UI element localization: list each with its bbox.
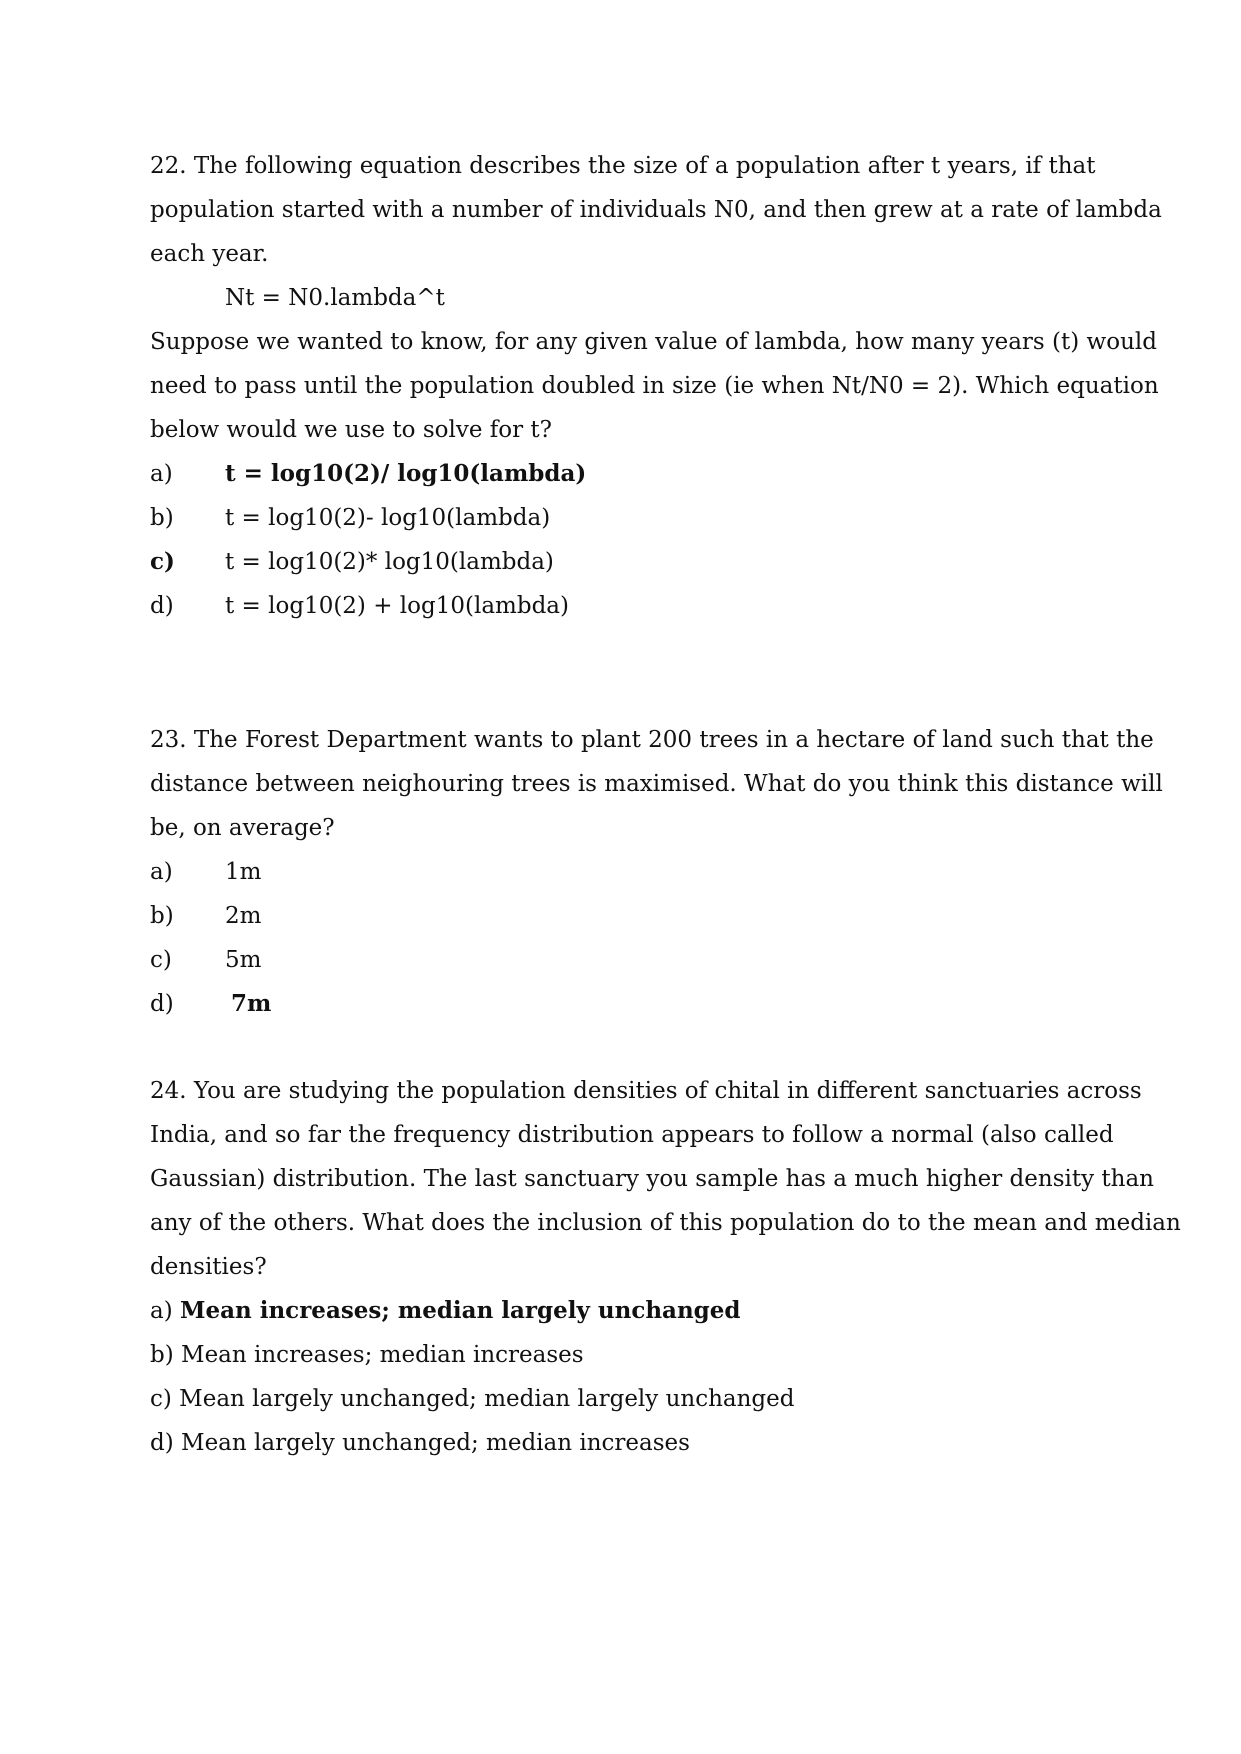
- question-24: [150, 1069, 1181, 1465]
- option-text: Mean largely unchanged; median largely unchanged: [179, 1386, 795, 1412]
- question-text-line: 23. The Forest Department wants to plant 200 trees in a hectare of land such that the: [150, 727, 1154, 753]
- option-letter: a): [150, 1298, 173, 1324]
- question-text-line: any of the others. What does the inclusion of this population do to the mean and median: [150, 1210, 1181, 1236]
- option-letter: c): [150, 1386, 172, 1412]
- answer-option-d: [150, 584, 1110, 628]
- question-text-line: population started with a number of individuals N0, and then grew at a rate of lambda: [150, 197, 1162, 223]
- answer-option-a: [150, 452, 1110, 496]
- option-letter: b): [150, 1342, 174, 1368]
- option-letter: a): [150, 859, 173, 885]
- question-text-line: India, and so far the frequency distribution appears to follow a normal (also called: [150, 1122, 1114, 1148]
- option-letter: a): [150, 461, 173, 487]
- option-text: Mean increases; median increases: [181, 1342, 584, 1368]
- answer-option-c: [150, 540, 1110, 584]
- option-text: t = log10(2)* log10(lambda): [225, 549, 554, 575]
- answer-option-d: [150, 982, 1110, 1026]
- option-text: t = log10(2)- log10(lambda): [225, 505, 551, 531]
- option-text: 1m: [225, 859, 262, 885]
- option-text: 7m: [231, 990, 272, 1017]
- option-letter: d): [150, 593, 174, 619]
- option-text: t = log10(2) + log10(lambda): [225, 593, 569, 619]
- question-text-line: densities?: [150, 1254, 267, 1280]
- option-text: t = log10(2)/ log10(lambda): [225, 460, 587, 487]
- option-text: 5m: [225, 947, 262, 973]
- answer-option-b: [150, 1333, 1110, 1377]
- question-text-line: 24. You are studying the population densities of chital in different sanctuaries across: [150, 1078, 1142, 1104]
- question-23: [150, 718, 1163, 1026]
- option-letter: c): [150, 947, 172, 973]
- question-text-line: Gaussian) distribution. The last sanctuary you sample has a much higher density than: [150, 1166, 1154, 1192]
- option-letter: d): [150, 991, 174, 1017]
- option-text: Mean increases; median largely unchanged: [180, 1297, 741, 1324]
- question-22: [150, 144, 1162, 628]
- option-letter: d): [150, 1430, 174, 1456]
- question-text-line: below would we use to solve for t?: [150, 417, 552, 443]
- question-text-line: Suppose we wanted to know, for any given value of lambda, how many years (t) would: [150, 329, 1157, 355]
- question-text-line: distance between neighouring trees is maximised. What do you think this distance will: [150, 771, 1163, 797]
- answer-option-b: [150, 496, 1110, 540]
- question-text-line: need to pass until the population doubled in size (ie when Nt/N0 = 2). Which equation: [150, 373, 1159, 399]
- question-text-line: each year.: [150, 241, 269, 267]
- answer-option-d: [150, 1421, 1110, 1465]
- answer-option-b: [150, 894, 1110, 938]
- answer-option-c: [150, 1377, 1110, 1421]
- option-text: Mean largely unchanged; median increases: [181, 1430, 690, 1456]
- option-letter: b): [150, 903, 174, 929]
- answer-option-c: [150, 938, 1110, 982]
- question-text-line: be, on average?: [150, 815, 335, 841]
- question-text-line: 22. The following equation describes the size of a population after t years, if that: [150, 153, 1096, 179]
- answer-option-a: [150, 1289, 1110, 1333]
- option-letter: c): [150, 548, 175, 575]
- option-text: 2m: [225, 903, 262, 929]
- answer-option-a: [150, 850, 1110, 894]
- option-letter: b): [150, 505, 174, 531]
- equation: Nt = N0.lambda^t: [225, 285, 445, 311]
